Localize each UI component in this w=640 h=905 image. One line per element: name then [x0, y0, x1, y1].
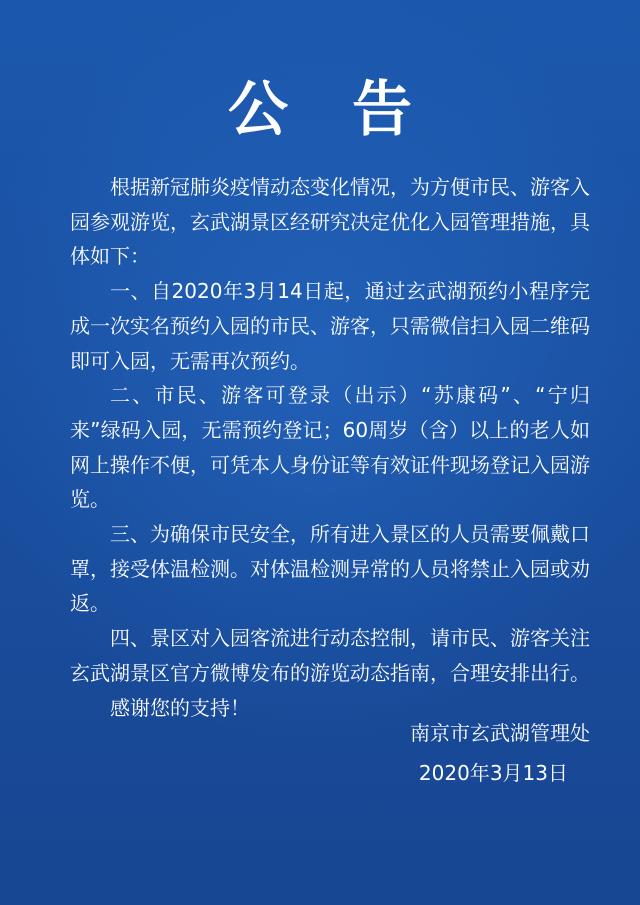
item-one-paragraph: 一、自2020年3月14日起，通过玄武湖预约小程序完成一次实名预约入园的市民、游客，只需微信扫入园二维码即可入园，无需再次预约。	[70, 279, 590, 373]
signature-date: 2020年3月13日	[418, 761, 568, 785]
item-two-paragraph: 二、市民、游客可登录（出示）“苏康码”、“宁归来”绿码入园，无需预约登记；60周岁（含）以上的老人如网上操作不便，可凭本人身份证等有效证件现场登记入园游览。	[70, 383, 590, 512]
signature-organization: 南京市玄武湖管理处	[410, 721, 590, 745]
notice-body	[70, 170, 590, 725]
intro-paragraph: 根据新冠肺炎疫情动态变化情况，为方便市民、游客入园参观游览，玄武湖景区经研究决定优化入园管理措施，具体如下：	[70, 175, 590, 269]
thanks-paragraph: 感谢您的支持！	[110, 695, 250, 720]
notice-title: 公告	[228, 75, 476, 145]
item-four-paragraph: 四、景区对入园客流进行动态控制，请市民、游客关注玄武湖景区官方微博发布的游览动态指南，合理安排出行。	[70, 626, 590, 685]
item-three-paragraph: 三、为确保市民安全，所有进入景区的人员需要佩戴口罩，接受体温检测。对体温检测异常的人员将禁止入园或劝返。	[70, 522, 590, 616]
